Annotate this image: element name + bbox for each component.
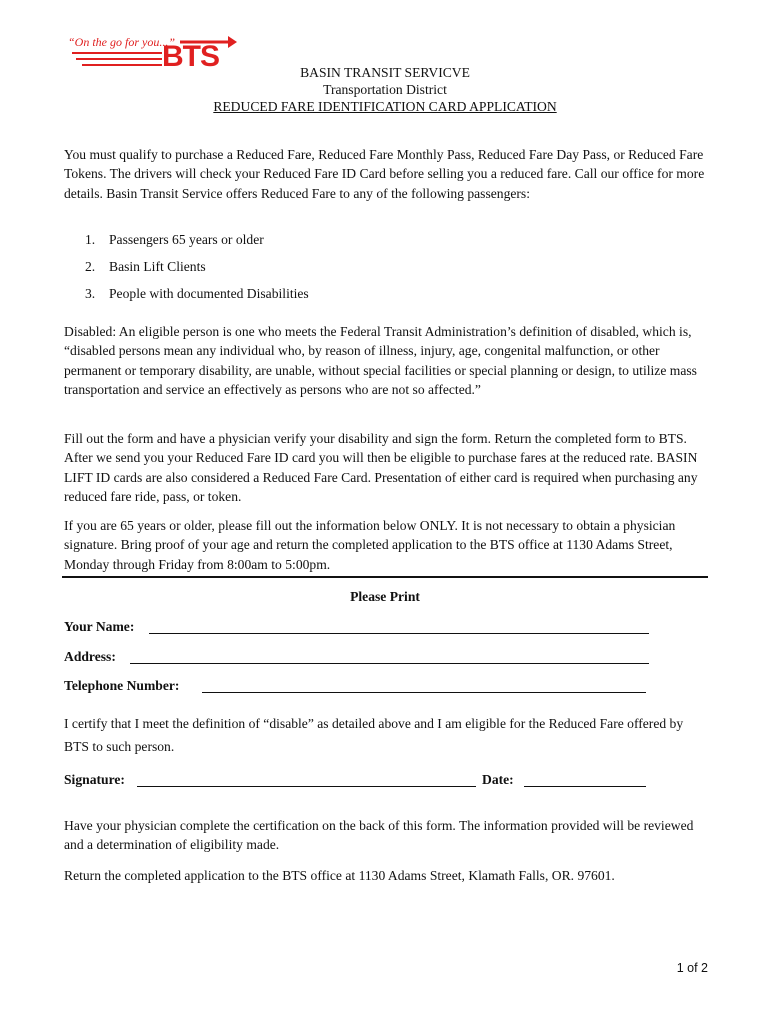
telephone-field[interactable] (202, 692, 646, 693)
date-label: Date: (482, 772, 514, 787)
name-label: Your Name: (64, 619, 135, 634)
intro-paragraph: You must qualify to purchase a Reduced Fare, Reduced Fare Monthly Pass, Reduced Fare Day Pass, or Reduced Fare Tokens. The drivers will check your Reduced Fare ID Card before selling you a reduced fare. Call our office for more details. Basin Transit Service offers Reduced Fare to any of the following passengers: (64, 147, 705, 201)
district-name: Transportation District (323, 82, 447, 97)
org-name: BASIN TRANSIT SERVICVE (300, 65, 470, 80)
name-field[interactable] (149, 633, 649, 634)
physician-note: Have your physician complete the certification on the back of this form. The information provided will be reviewed and a determination of eligibility made. (64, 818, 694, 853)
page-number: 1 of 2 (676, 961, 708, 975)
fill-out-instructions: Fill out the form and have a physician verify your disability and sign the form. Return the completed form to BTS. After we send you your Reduced Fare ID card you will then be eligible to purchase fares at the reduced rate. BASIN LIFT ID cards are also considered a Reduced Fare Card. Presentation of either card is required when purchasing any reduced fare ride, pass, or token. (64, 431, 698, 504)
list-item: 3. People with documented Disabilities (85, 286, 309, 301)
address-label: Address: (64, 649, 116, 664)
signature-field[interactable] (137, 786, 476, 787)
date-field[interactable] (524, 786, 646, 787)
signature-label: Signature: (64, 772, 125, 787)
address-field[interactable] (130, 663, 649, 664)
certify-statement: I certify that I meet the definition of “disable” as detailed above and I am eligible for the Reduced Fare offered by BTS to such person. (64, 716, 684, 754)
divider (62, 576, 708, 578)
list-item: 1. Passengers 65 years or older (85, 232, 264, 247)
form-title: REDUCED FARE IDENTIFICATION CARD APPLICATION (213, 99, 557, 114)
telephone-label: Telephone Number: (64, 678, 180, 693)
logo-tagline: “On the go for you...” (68, 35, 176, 49)
logo-letters: BTS (162, 40, 219, 70)
list-item: 2. Basin Lift Clients (85, 259, 206, 274)
age-note: If you are 65 years or older, please fill out the information below ONLY. It is not necessary to obtain a physician signature. Bring proof of your age and return the completed application to the BTS office at 1130 Adams Street, Monday through Friday from 8:00am to 5:00pm. (64, 518, 676, 572)
please-print-heading: Please Print (350, 589, 420, 604)
disabled-definition: Disabled: An eligible person is one who meets the Federal Transit Administration’s definition of disabled, which is, “disabled persons mean any individual who, by reason of illness, injury, age, congenital malfunction, or other permanent or temporary disability, are unable, without special facilities or special planning or design, to utilize mass transportation and service an effectively as persons who are not so affected.” (64, 324, 697, 397)
return-note: Return the completed application to the BTS office at 1130 Adams Street, Klamath Falls, OR. 97601. (64, 868, 615, 883)
